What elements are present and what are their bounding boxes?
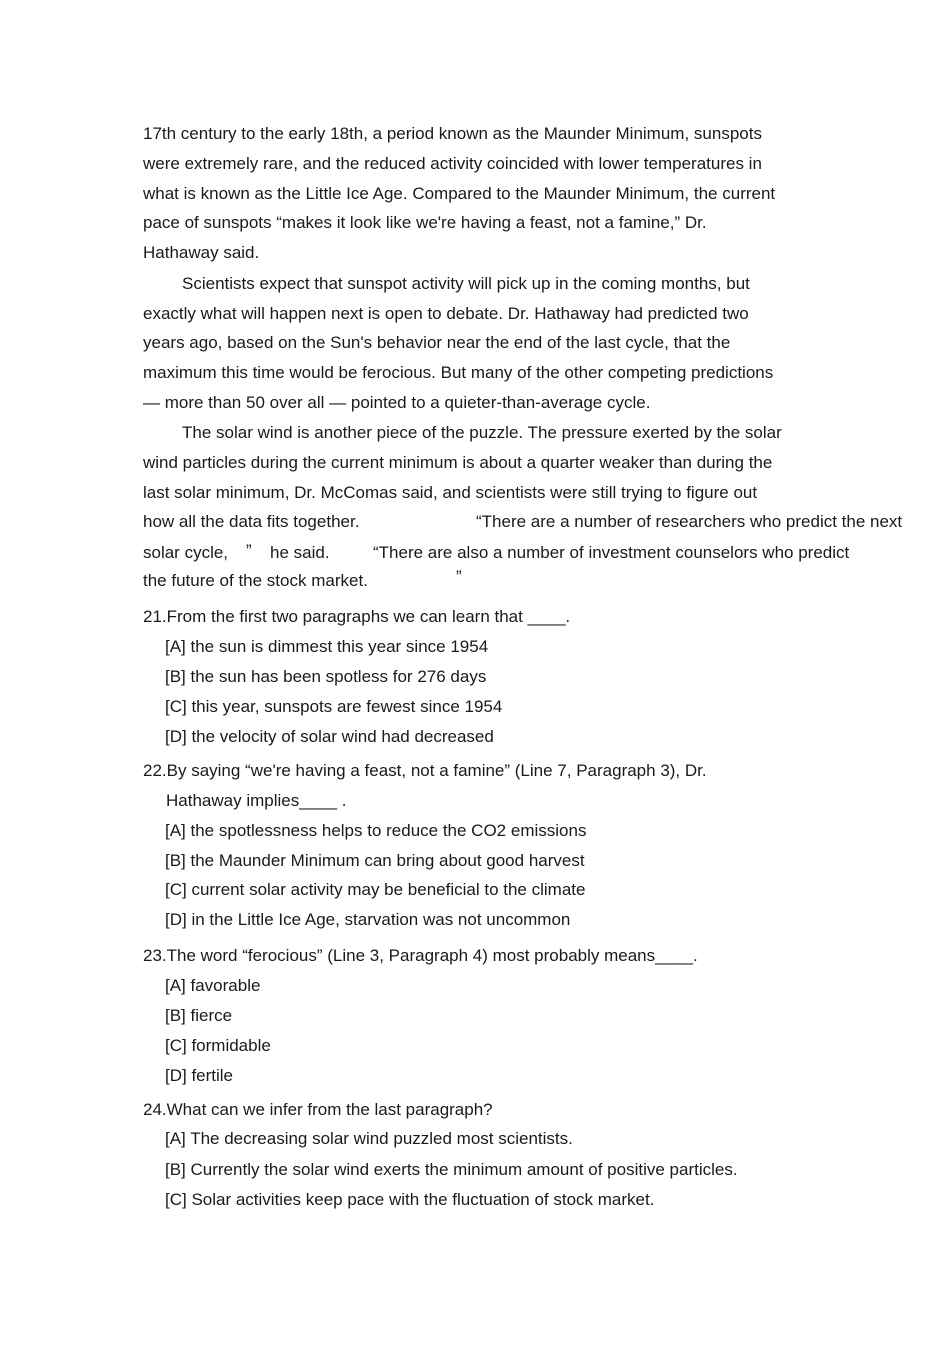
answer-option: [D] fertile	[165, 1066, 234, 1085]
passage-line: Scientists expect that sunspot activity will pick up in the coming months, but	[182, 274, 750, 293]
answer-option: [A] the spotlessness helps to reduce the CO2 emissions	[165, 821, 587, 840]
passage-line: The solar wind is another piece of the puzzle. The pressure exerted by the solar	[182, 423, 782, 442]
answer-option: [D] the velocity of solar wind had decreased	[165, 727, 494, 746]
question-stem: 23.The word “ferocious” (Line 3, Paragraph 4) most probably means____.	[143, 946, 698, 965]
passage-line: maximum this time would be ferocious. But many of the other competing predictions	[143, 363, 774, 382]
answer-option: [D] in the Little Ice Age, starvation was not uncommon	[165, 910, 571, 929]
passage-line: — more than 50 over all — pointed to a quieter-than-average cycle.	[143, 393, 651, 412]
passage-line: Hathaway said.	[143, 243, 260, 262]
answer-option: [C] this year, sunspots are fewest since 1954	[165, 697, 503, 716]
answer-option: [C] current solar activity may be beneficial to the climate	[165, 880, 586, 899]
passage-line: exactly what will happen next is open to debate. Dr. Hathaway had predicted two	[143, 304, 749, 323]
question-stem: 21.From the first two paragraphs we can learn that ____.	[143, 607, 571, 626]
passage-line: he said.	[270, 543, 330, 562]
passage-line: pace of sunspots “makes it look like we're having a feast, not a famine,” Dr.	[143, 213, 707, 232]
passage-line: last solar minimum, Dr. McComas said, and scientists were still trying to figure out	[143, 483, 758, 502]
passage-quote-mark: ”	[456, 567, 462, 586]
answer-option: [B] the sun has been spotless for 276 days	[165, 667, 487, 686]
passage-line: how all the data fits together.	[143, 512, 360, 531]
answer-option: [A] favorable	[165, 976, 261, 995]
answer-option: [B] Currently the solar wind exerts the minimum amount of positive particles.	[165, 1160, 738, 1179]
passage-line: were extremely rare, and the reduced activity coincided with lower temperatures in	[143, 154, 762, 173]
answer-option: [B] fierce	[165, 1006, 233, 1025]
answer-option: [C] formidable	[165, 1036, 271, 1055]
passage-line: the future of the stock market.	[143, 571, 368, 590]
answer-option: [B] the Maunder Minimum can bring about good harvest	[165, 851, 585, 870]
passage-line: what is known as the Little Ice Age. Compared to the Maunder Minimum, the current	[143, 184, 776, 203]
question-stem-continued: Hathaway implies____ .	[166, 791, 347, 810]
passage-quote: “There are also a number of investment counselors who predict	[373, 543, 850, 562]
question-stem: 24.What can we infer from the last paragraph?	[143, 1100, 493, 1119]
question-stem: 22.By saying “we're having a feast, not a famine” (Line 7, Paragraph 3), Dr.	[143, 761, 707, 780]
answer-option: [A] the sun is dimmest this year since 1954	[165, 637, 489, 656]
passage-quote: “There are a number of researchers who predict the next	[476, 512, 903, 531]
passage-line: solar cycle,	[143, 543, 229, 562]
answer-option: [A] The decreasing solar wind puzzled most scientists.	[165, 1129, 573, 1148]
passage-line: 17th century to the early 18th, a period known as the Maunder Minimum, sunspots	[143, 124, 762, 143]
passage-quote-mark: ”	[246, 541, 252, 560]
passage-line: years ago, based on the Sun's behavior near the end of the last cycle, that the	[143, 333, 731, 352]
passage-line: wind particles during the current minimum is about a quarter weaker than during the	[143, 453, 773, 472]
answer-option: [C] Solar activities keep pace with the fluctuation of stock market.	[165, 1190, 655, 1209]
